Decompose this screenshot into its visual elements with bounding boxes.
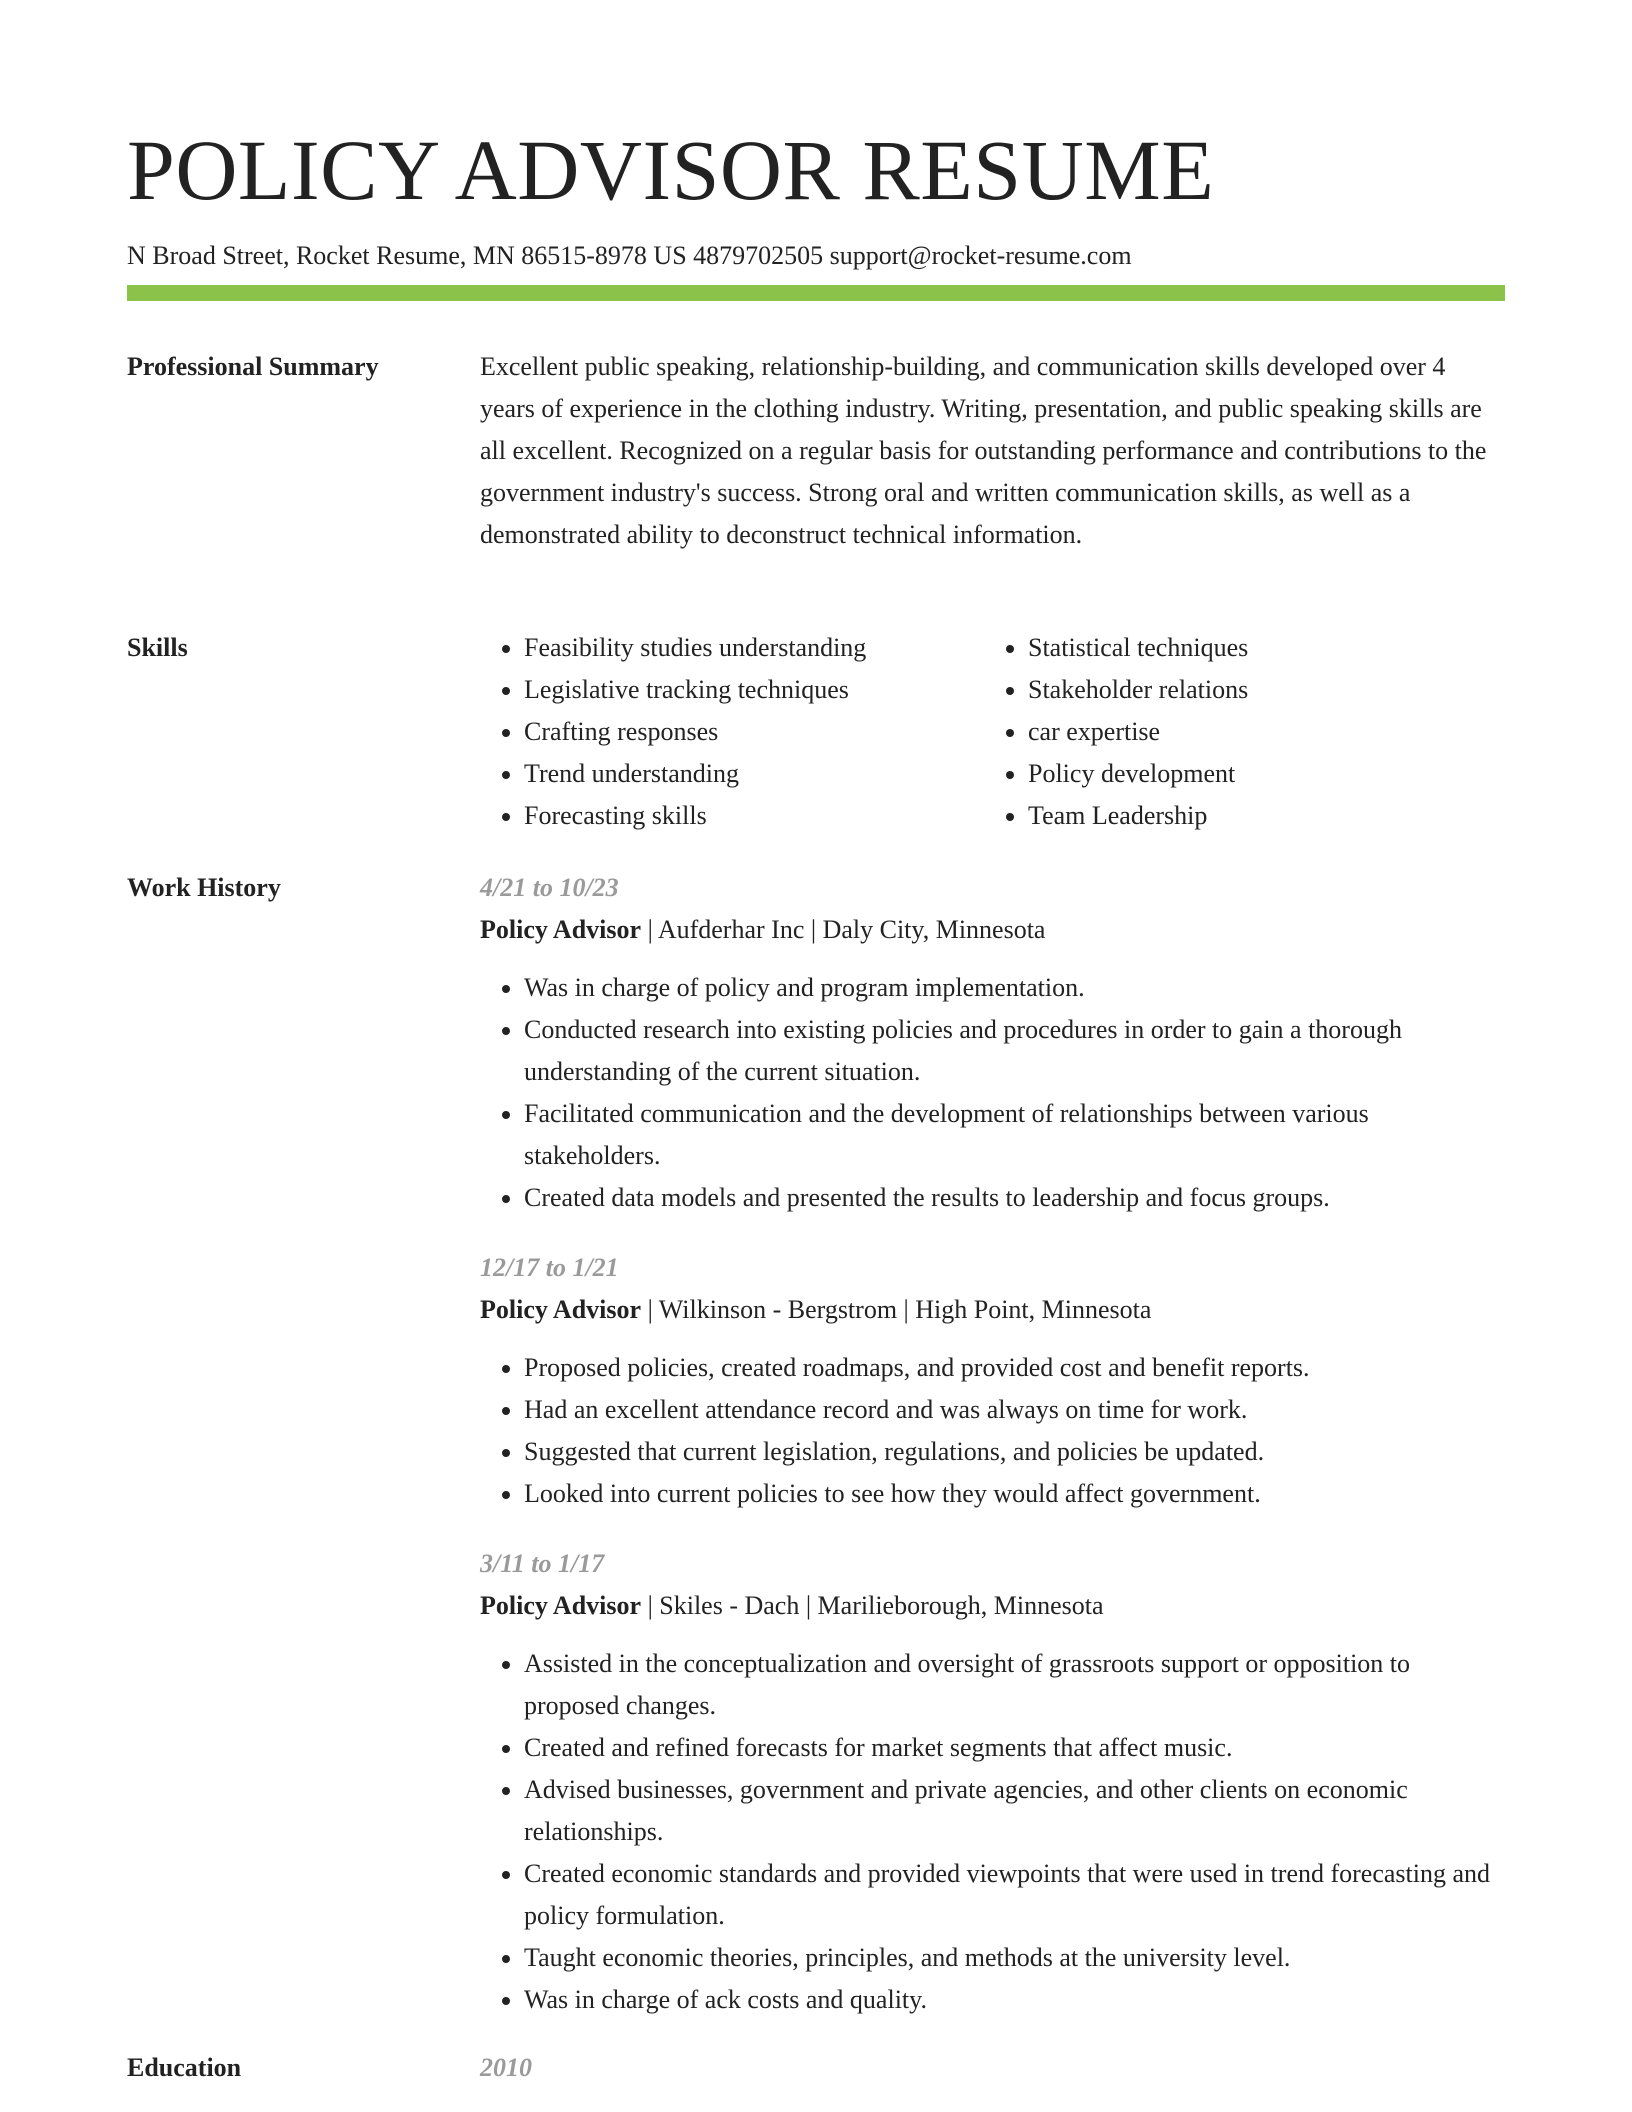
- section-label-work-history: Work History: [127, 873, 281, 902]
- skill-item: • Legislative tracking techniques: [524, 669, 984, 711]
- job-bullets: [480, 1347, 1505, 1515]
- skill-item: • Stakeholder relations: [1028, 669, 1448, 711]
- job-bullet: • Had an excellent attendance record and was always on time for work.: [524, 1389, 1505, 1431]
- summary-text: Excellent public speaking, relationship-building, and communication skills developed over 4 years of experience in the clothing industry. Writing, presentation, and public speaking skills are all excellent. Recognized on a regular basis for outstanding performance and contributions to the government industry's success. Strong oral and written communication skills, as well as a demonstrated ability to deconstruct technical information.: [480, 352, 1487, 549]
- contact-line: N Broad Street, Rocket Resume, MN 86515-8978 US 4879702505 support@rocket-resume.com: [127, 241, 1132, 270]
- skill-item: • Trend understanding: [524, 753, 984, 795]
- job-heading: [480, 1289, 1505, 1331]
- job-entry: [480, 1543, 1505, 2021]
- skill-item: • car expertise: [1028, 711, 1448, 753]
- skills-list-right: [984, 627, 1448, 837]
- job-bullet: • Advised businesses, government and private agencies, and other clients on economic relationships.: [524, 1769, 1505, 1853]
- skills-list-left: [480, 627, 984, 837]
- skill-item: • Forecasting skills: [524, 795, 984, 837]
- job-bullet: • Taught economic theories, principles, and methods at the university level.: [524, 1937, 1505, 1979]
- education-body: [480, 2047, 1505, 2089]
- skill-item: • Policy development: [1028, 753, 1448, 795]
- job-dates: 4/21 to 10/23: [480, 873, 619, 902]
- header-divider: [127, 285, 1505, 301]
- skill-item: • Crafting responses: [524, 711, 984, 753]
- job-heading: [480, 1585, 1505, 1627]
- work-history-body: [480, 867, 1505, 2049]
- resume-header: [127, 120, 1505, 274]
- job-bullets: [480, 967, 1505, 1219]
- skill-item: • Team Leadership: [1028, 795, 1448, 837]
- job-bullet: • Created data models and presented the results to leadership and focus groups.: [524, 1177, 1505, 1219]
- job-bullet: • Created and refined forecasts for market segments that affect music.: [524, 1727, 1505, 1769]
- skill-item: • Feasibility studies understanding: [524, 627, 984, 669]
- job-employer-location: | Skiles - Dach | Marilieborough, Minnesota: [641, 1591, 1104, 1620]
- skill-item: • Statistical techniques: [1028, 627, 1448, 669]
- skills-columns: [480, 627, 1505, 837]
- job-bullet: • Conducted research into existing policies and procedures in order to gain a thorough understanding of the current situation.: [524, 1009, 1505, 1093]
- job-title: Policy Advisor: [480, 915, 642, 944]
- job-employer-location: | Wilkinson - Bergstrom | High Point, Minnesota: [641, 1295, 1152, 1324]
- job-bullet: • Was in charge of ack costs and quality.: [524, 1979, 1505, 2021]
- job-dates: 12/17 to 1/21: [480, 1253, 619, 1282]
- job-bullet: • Facilitated communication and the development of relationships between various stakeholders.: [524, 1093, 1505, 1177]
- education-year: 2010: [480, 2053, 532, 2082]
- job-bullets: [480, 1643, 1505, 2021]
- job-entry: [480, 867, 1505, 1219]
- summary-body: [480, 346, 1505, 556]
- job-bullet: • Was in charge of policy and program implementation.: [524, 967, 1505, 1009]
- job-title: Policy Advisor: [480, 1295, 642, 1324]
- job-dates: 3/11 to 1/17: [480, 1549, 605, 1578]
- job-heading: [480, 909, 1505, 951]
- resume-title: POLICY ADVISOR RESUME: [127, 122, 1215, 218]
- job-bullet: • Looked into current policies to see how they would affect government.: [524, 1473, 1505, 1515]
- job-employer-location: | Aufderhar Inc | Daly City, Minnesota: [641, 915, 1046, 944]
- job-bullet: • Created economic standards and provided viewpoints that were used in trend forecasting and policy formulation.: [524, 1853, 1505, 1937]
- job-entry: [480, 1247, 1505, 1515]
- section-label-summary: Professional Summary: [127, 352, 379, 381]
- section-label-skills: Skills: [127, 633, 188, 662]
- job-bullet: • Proposed policies, created roadmaps, and provided cost and benefit reports.: [524, 1347, 1505, 1389]
- section-label-education: Education: [127, 2053, 242, 2082]
- job-bullet: • Suggested that current legislation, regulations, and policies be updated.: [524, 1431, 1505, 1473]
- job-bullet: • Assisted in the conceptualization and oversight of grassroots support or opposition to proposed changes.: [524, 1643, 1505, 1727]
- skills-body: [480, 627, 1505, 837]
- job-title: Policy Advisor: [480, 1591, 642, 1620]
